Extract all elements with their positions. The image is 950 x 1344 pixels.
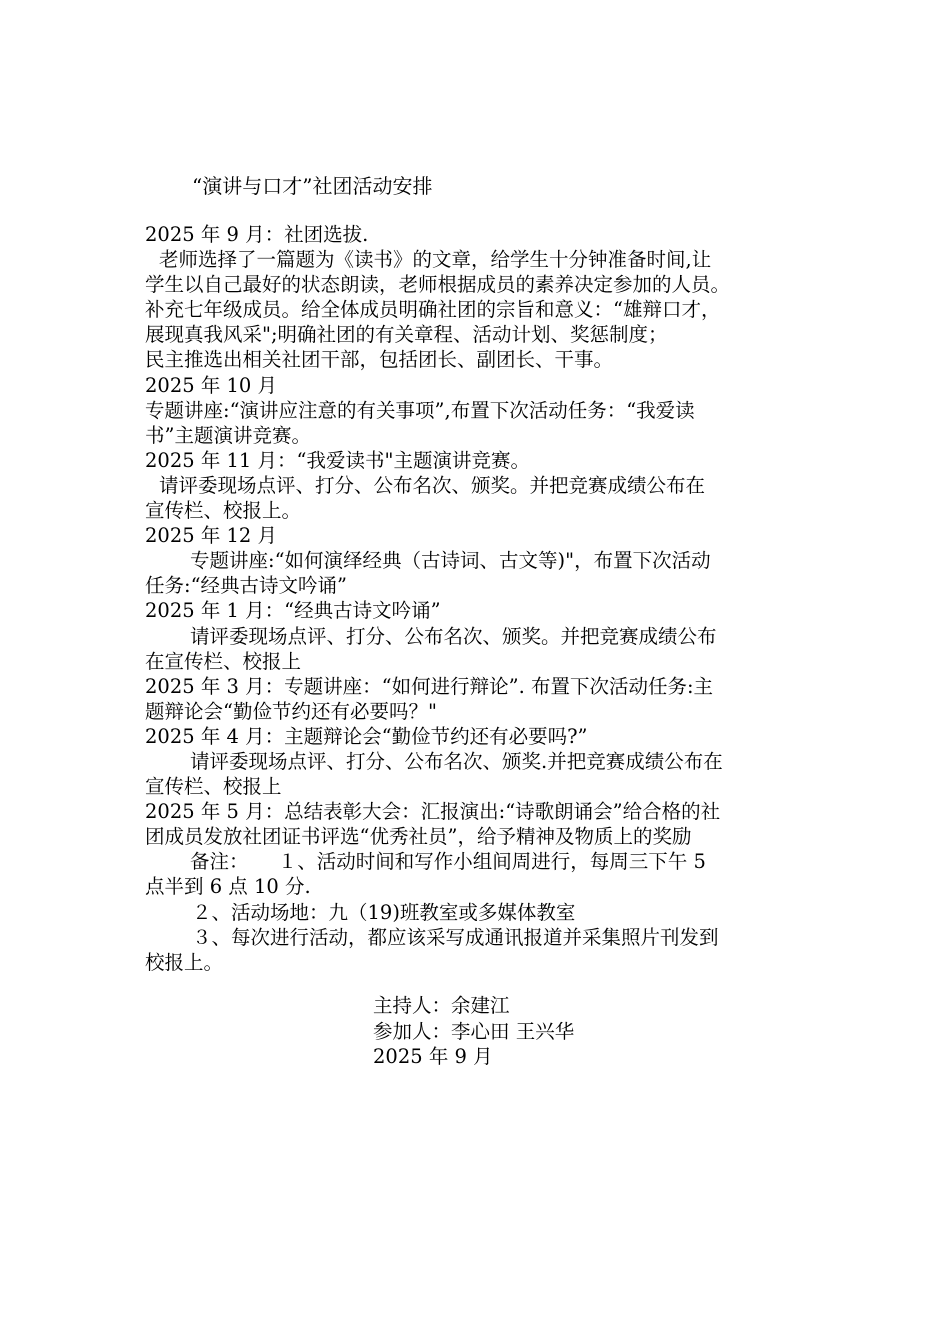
paragraph-line: 点半到 6 点 10 分. <box>145 875 311 899</box>
paragraph-line: 补充七年级成员。给全体成员明确社团的宗旨和意义：“雄辩口才， <box>145 298 721 322</box>
paragraph-line: 专题讲座:“演讲应注意的有关事项”,布置下次活动任务：“我爱读 <box>145 398 695 422</box>
paragraph-line: 题辩论会“勤俭节约还有必要吗？" <box>145 699 437 723</box>
signature-block <box>373 993 574 1070</box>
paragraph-line: 展现真我风采";明确社团的有关章程、活动计划、奖惩制度； <box>145 323 668 347</box>
paragraph-line: 2025 年 12 月 <box>145 524 278 548</box>
paragraph-line: ２、活动场地：九（19)班教室或多媒体教室 <box>192 900 576 924</box>
paragraph-line: 老师选择了一篇题为《读书》的文章，给学生十分钟准备时间,让 <box>159 248 712 272</box>
document-title: “演讲与口才”社团活动安排 <box>192 174 433 198</box>
paragraph-line: 2025 年 9 月：社团选拔. <box>145 223 369 246</box>
paragraph-line: 校报上。 <box>145 950 224 974</box>
paragraph-line: 备注： １、活动时间和写作小组间周进行，每周三下午 5 <box>190 850 706 874</box>
paragraph-line: 请评委现场点评、打分、公布名次、颁奖。并把竞赛成绩公布在 <box>159 473 706 497</box>
paragraph-line: 2025 年 5 月：总结表彰大会：汇报演出:“诗歌朗诵会”给合格的社 <box>145 800 721 824</box>
paragraph-line: 2025 年 10 月 <box>145 373 278 397</box>
paragraph-line: 2025 年 11 月：“我爱读书"主题演讲竞赛。 <box>145 448 530 472</box>
paragraph-line: 学生以自己最好的状态朗读，老师根据成员的素养决定参加的人员。 <box>145 273 731 297</box>
paragraph-line: 在宣传栏、校报上 <box>145 649 302 673</box>
paragraph-line: 任务:“经典古诗文吟诵” <box>145 574 348 598</box>
paragraph-line: 请评委现场点评、打分、公布名次、颁奖.并把竞赛成绩公布在 <box>190 749 723 773</box>
paragraph-line: 团成员发放社团证书评选“优秀社员”，给予精神及物质上的奖励 <box>145 825 692 849</box>
host-line: 主持人：余建江 <box>373 994 510 1017</box>
paragraph-line: 2025 年 1 月：“经典古诗文吟诵” <box>145 599 441 623</box>
paragraph-line: 民主推选出相关社团干部，包括团长、副团长、干事。 <box>145 348 614 372</box>
paragraph-line: 2025 年 3 月：专题讲座：“如何进行辩论”. 布置下次活动任务:主 <box>145 674 714 698</box>
paragraph-line: 宣传栏、校报上 <box>145 775 282 799</box>
paragraph-line: 书”主题演讲竞赛。 <box>145 423 311 447</box>
paragraph-line: 专题讲座:“如何演绎经典（古诗词、古文等)"，布置下次活动 <box>190 549 711 573</box>
paragraph-line: 2025 年 4 月：主题辩论会“勤俭节约还有必要吗?” <box>145 724 588 748</box>
paragraph-line: 请评委现场点评、打分、公布名次、颁奖。并把竞赛成绩公布 <box>190 624 717 648</box>
participants-line: 参加人：李心田 王兴华 <box>373 1019 575 1043</box>
paragraph-line: 宣传栏、校报上。 <box>145 499 302 523</box>
document-body <box>145 222 813 975</box>
signature-date: 2025 年 9 月 <box>373 1045 493 1068</box>
paragraph-line: ３、每次进行活动，都应该采写成通讯报道并采集照片刊发到 <box>192 925 719 949</box>
